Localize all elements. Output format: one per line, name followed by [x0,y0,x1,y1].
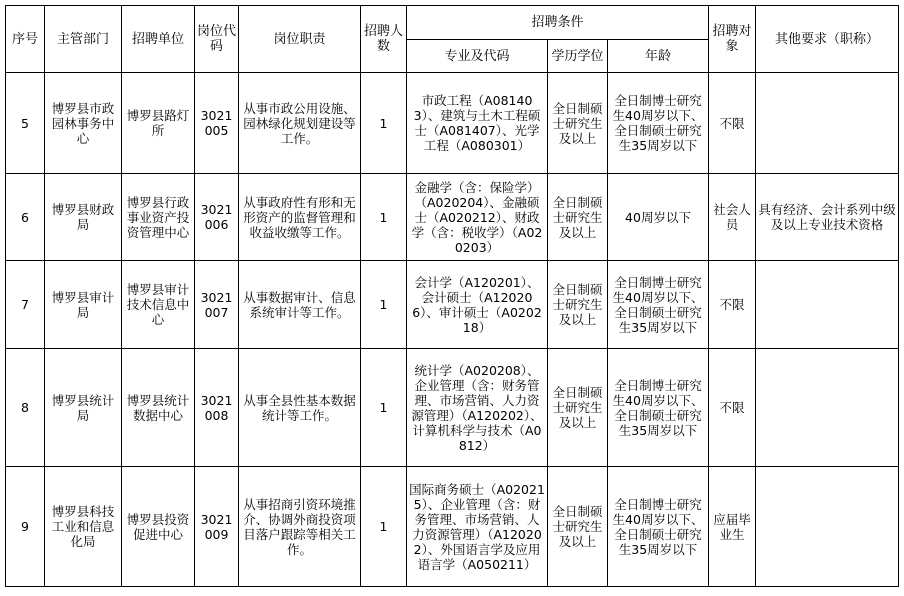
header-other: 其他要求（职称） [756,6,899,73]
header-count: 招聘人数 [361,6,407,73]
cell-other [756,261,899,349]
cell-seq: 6 [6,174,45,261]
cell-education: 全日制硕士研究生及以上 [548,467,608,587]
cell-seq: 9 [6,467,45,587]
table-row [6,174,899,261]
header-seq: 序号 [6,6,45,73]
header-conditions: 招聘条件 [407,6,709,40]
cell-major: 国际商务硕士（A020215）、企业管理（含：财务管理、市场营销、人力资源管理）（A120202）、外国语言学及应用语言学（A050211） [407,467,548,587]
cell-dept: 博罗县科技工业和信息化局 [45,467,122,587]
cell-age: 40周岁以下 [608,174,709,261]
cell-age: 全日制博士研究生40周岁以下、全日制硕士研究生35周岁以下 [608,261,709,349]
cell-other [756,349,899,467]
cell-dept: 博罗县市政园林事务中心 [45,73,122,174]
table-row [6,73,899,174]
cell-duty: 从事数据审计、信息系统审计等工作。 [239,261,361,349]
cell-count: 1 [361,261,407,349]
cell-code: 3021005 [195,73,239,174]
cell-major: 市政工程（A081403）、建筑与土木工程硕士（A081407）、光学工程（A080301） [407,73,548,174]
cell-duty: 从事政府性有形和无形资产的监督管理和收益收缴等工作。 [239,174,361,261]
cell-target: 不限 [709,261,756,349]
table-row [6,261,899,349]
cell-other [756,467,899,587]
header-major: 专业及代码 [407,40,548,73]
cell-count: 1 [361,174,407,261]
table-row [6,467,899,587]
cell-target: 社会人员 [709,174,756,261]
cell-target: 应届毕业生 [709,467,756,587]
header-target: 招聘对象 [709,6,756,73]
header-unit: 招聘单位 [122,6,195,73]
cell-duty: 从事招商引资环境推介、协调外商投资项目落户跟踪等相关工作。 [239,467,361,587]
cell-unit: 博罗县行政事业资产投资管理中心 [122,174,195,261]
cell-dept: 博罗县审计局 [45,261,122,349]
table-row [6,349,899,467]
cell-other [756,73,899,174]
header-row-1 [6,6,899,40]
header-duty: 岗位职责 [239,6,361,73]
cell-count: 1 [361,73,407,174]
header-dept: 主管部门 [45,6,122,73]
cell-major: 会计学（A120201）、会计硕士（A120206）、审计硕士（A020218） [407,261,548,349]
cell-seq: 8 [6,349,45,467]
cell-code: 3021006 [195,174,239,261]
cell-unit: 博罗县统计数据中心 [122,349,195,467]
cell-age: 全日制博士研究生40周岁以下、全日制硕士研究生35周岁以下 [608,73,709,174]
cell-count: 1 [361,467,407,587]
cell-unit: 博罗县路灯所 [122,73,195,174]
header-code: 岗位代码 [195,6,239,73]
cell-education: 全日制硕士研究生及以上 [548,349,608,467]
cell-education: 全日制硕士研究生及以上 [548,174,608,261]
cell-code: 3021009 [195,467,239,587]
cell-seq: 7 [6,261,45,349]
cell-age: 全日制博士研究生40周岁以下、全日制硕士研究生35周岁以下 [608,467,709,587]
cell-unit: 博罗县审计技术信息中心 [122,261,195,349]
cell-target: 不限 [709,349,756,467]
cell-seq: 5 [6,73,45,174]
recruitment-table [5,5,899,587]
cell-major: 金融学（含：保险学）（A020204）、金融硕士（A020212）、财政学（含：税收学）（A020203） [407,174,548,261]
cell-other: 具有经济、会计系列中级及以上专业技术资格 [756,174,899,261]
cell-education: 全日制硕士研究生及以上 [548,73,608,174]
cell-duty: 从事市政公用设施、园林绿化规划建设等工作。 [239,73,361,174]
cell-unit: 博罗县投资促进中心 [122,467,195,587]
cell-count: 1 [361,349,407,467]
cell-education: 全日制硕士研究生及以上 [548,261,608,349]
cell-target: 不限 [709,73,756,174]
cell-code: 3021007 [195,261,239,349]
header-age: 年龄 [608,40,709,73]
cell-major: 统计学（A020208）、企业管理（含：财务管理、市场营销、人力资源管理）（A120202）、计算机科学与技术（A0812） [407,349,548,467]
cell-duty: 从事全县性基本数据统计等工作。 [239,349,361,467]
cell-dept: 博罗县统计局 [45,349,122,467]
cell-age: 全日制博士研究生40周岁以下、全日制硕士研究生35周岁以下 [608,349,709,467]
header-education: 学历学位 [548,40,608,73]
cell-code: 3021008 [195,349,239,467]
cell-dept: 博罗县财政局 [45,174,122,261]
